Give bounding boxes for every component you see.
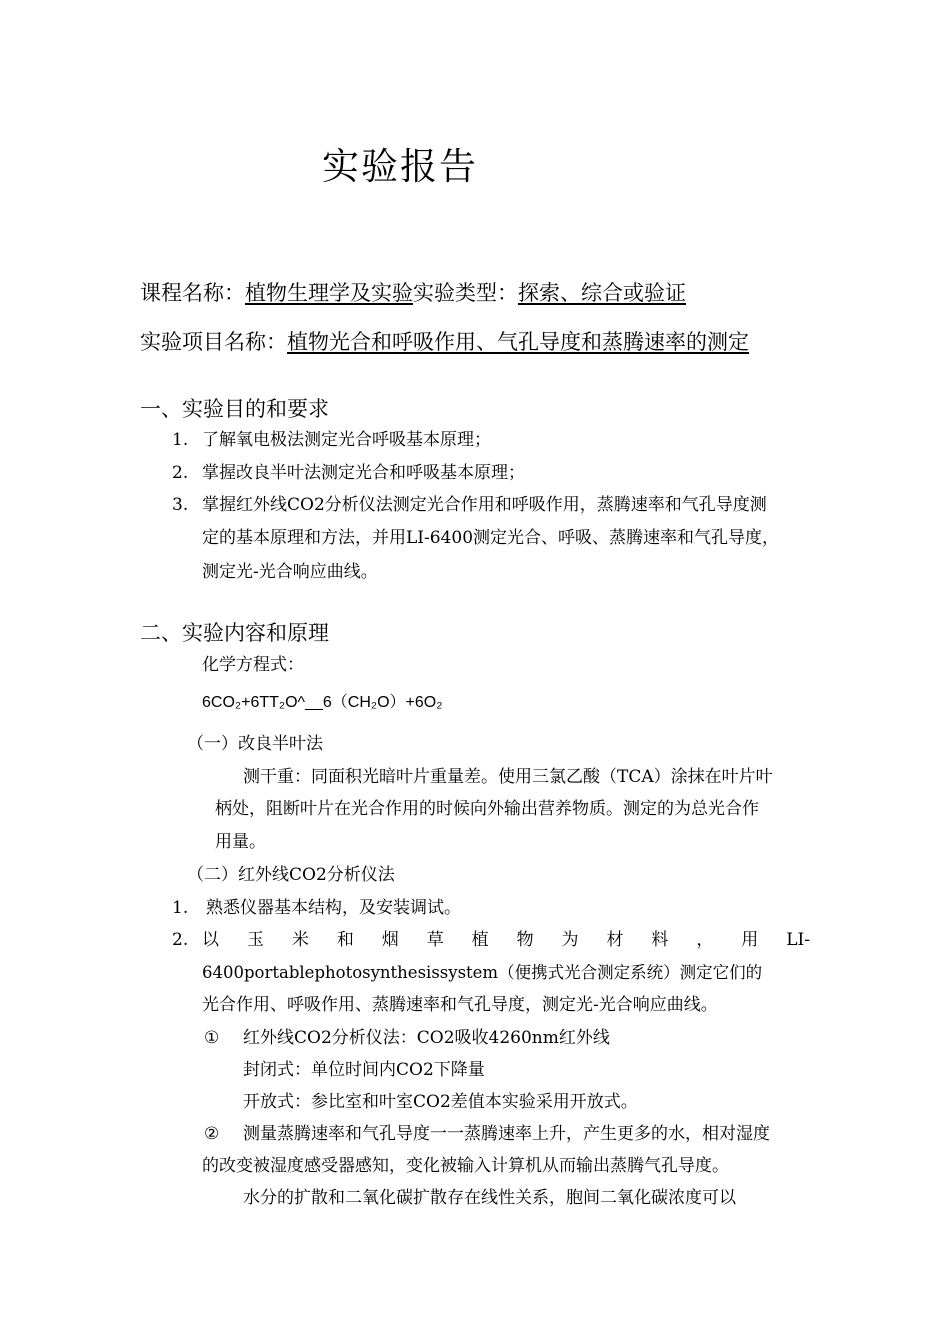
method-item-1 <box>172 897 461 919</box>
objective-item-3-cont: 测定光-光合响应曲线。 <box>202 562 378 582</box>
justified-word: 以 <box>202 930 219 950</box>
circled-number: ② <box>204 1124 220 1144</box>
justified-word: 物 <box>516 930 534 950</box>
course-line <box>140 279 686 307</box>
paragraph-line: 水分的扩散和二氧化碳扩散存在线性关系，胞间二氧化碳浓度可以 <box>243 1188 736 1208</box>
justified-word: 玉 <box>246 930 264 950</box>
section1-heading: 一、实验目的和要求 <box>140 397 329 421</box>
course-name: 植物生理学及实验 <box>245 281 413 305</box>
list-text: 掌握改良半叶法测定光合和呼吸基本原理； <box>202 463 525 483</box>
circled-number: ① <box>204 1028 220 1048</box>
circled-item-2-cont: 的改变被湿度感受器感知，变化被输入计算机从而输出蒸腾气孔导度。 <box>202 1156 729 1176</box>
section2-heading: 二、实验内容和原理 <box>140 621 329 645</box>
list-text: 了解氧电极法测定光合呼吸基本原理； <box>202 430 491 450</box>
project-label: 实验项目名称： <box>140 330 287 354</box>
method-item-2-cont: 光合作用、呼吸作用、蒸腾速率和气孔导度，测定光-光合响应曲线。 <box>202 995 718 1015</box>
open-method-line: 开放式：参比室和叶室CO2差值本实验采用开放式。 <box>243 1092 638 1112</box>
justified-word: 米 <box>291 930 309 950</box>
document-title: 实验报告 <box>322 145 478 188</box>
method-item-2-justified-line <box>202 929 810 951</box>
method-item-2-cont: 6400portablephotosynthesissystem（便携式光合测定系统）测定它们的 <box>202 963 763 982</box>
method-item-2-number: 2. <box>172 930 189 950</box>
paragraph-line: 用量。 <box>215 832 266 852</box>
justified-word: 草 <box>426 930 444 950</box>
circled-text: 红外线CO2分析仪法：CO2吸收4260nm红外线 <box>243 1028 610 1048</box>
objective-item-3-cont: 定的基本原理和方法，并用LI-6400测定光合、呼吸、蒸腾速率和气孔导度， <box>202 528 780 548</box>
circled-item-1 <box>204 1027 610 1049</box>
justified-word: ， <box>696 930 714 950</box>
objective-item-3 <box>172 494 767 516</box>
circled-text: 测量蒸腾速率和气孔导度一一蒸腾速率上升，产生更多的水，相对湿度 <box>243 1124 770 1144</box>
paragraph-line: 测干重：同面积光暗叶片重量差。使用三氯乙酸（TCA）涂抹在叶片叶 <box>243 767 773 787</box>
justified-word: 植 <box>471 930 489 950</box>
justified-word: LI- <box>786 930 810 950</box>
course-type-label: 实验类型： <box>413 281 518 305</box>
list-number: 1. <box>172 430 189 450</box>
objective-item-1 <box>172 429 491 451</box>
list-text: 掌握红外线CO2分析仪法测定光合作用和呼吸作用，蒸腾速率和气孔导度测 <box>202 495 767 515</box>
closed-method-line: 封闭式：单位时间内CO2下降量 <box>243 1060 485 1080</box>
formula-label: 化学方程式： <box>202 655 304 675</box>
list-number: 3. <box>172 495 189 515</box>
subsection-2-heading: （二）红外线CO2分析仪法 <box>187 865 395 885</box>
objective-item-2 <box>172 462 525 484</box>
justified-word: 为 <box>561 930 579 950</box>
circled-item-2 <box>204 1123 770 1145</box>
paragraph-line: 柄处，阻断叶片在光合作用的时候向外输出营养物质。测定的为总光合作 <box>215 799 759 819</box>
list-text: 熟悉仪器基本结构，及安装调试。 <box>206 898 461 918</box>
justified-word: 用 <box>741 930 759 950</box>
justified-word: 材 <box>606 930 624 950</box>
chemical-formula: 6CO₂+6TT₂O^__6（CH₂O）+6O₂ <box>202 694 443 711</box>
course-type: 探索、综合或验证 <box>518 281 686 305</box>
justified-word: 和 <box>336 930 354 950</box>
list-number: 1. <box>172 898 189 918</box>
justified-word: 烟 <box>381 930 399 950</box>
subsection-1-heading: （一）改良半叶法 <box>187 734 323 754</box>
justified-word: 料 <box>651 930 669 950</box>
course-label: 课程名称： <box>140 281 245 305</box>
project-name: 植物光合和呼吸作用、气孔导度和蒸腾速率的测定 <box>287 330 749 354</box>
project-line <box>140 328 749 356</box>
list-number: 2. <box>172 463 189 483</box>
